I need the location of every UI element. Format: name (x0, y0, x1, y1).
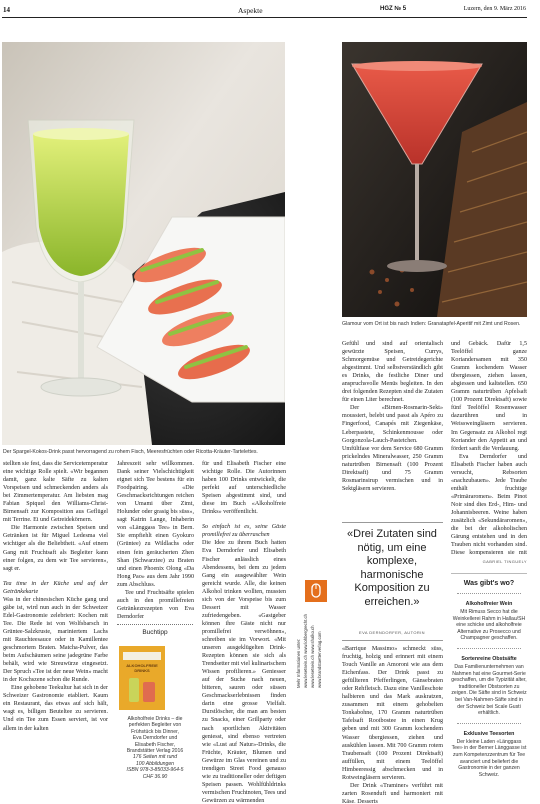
article-column-1 (3, 460, 108, 802)
header-rule (2, 17, 527, 18)
pull-quote: «Drei Zutaten sind nötig, um eine komplexe, harmonische Komposition zu erreichen.» (347, 528, 437, 608)
sidebar-entry-text: Mit Rimuss Secco hat die Weinkellerei Rahm in Hallau/SH eine schicke und alkoholfreie Alternative zu Prosecco und Champagner geschaffen. (452, 609, 526, 642)
buchtipp-line: Eva Derndorfer und (132, 735, 178, 742)
quote-rule-bottom (342, 640, 443, 641)
col5-paragraph: Eva Derndorfer und Elisabeth Fischer haben auch versucht, Rebsorten «nachzubauen». Jede Traube enthält fruchtige «Primäraromen». Beim Pinot Noir sind dies Erd-, Him- und Johannisbeeren. Weine haben zusätzlich «Sekundäraromen», die bei der alkoholischen Gärung entstehen und in den Trauben nicht vorhanden sind. Diese kompensieren sie mit (451, 453, 527, 555)
buchtipp-details (117, 716, 193, 780)
sidebar-entry-heading: Exklusive Teesorten (463, 730, 515, 737)
article-column-2 (117, 460, 194, 620)
granatapfel-aperitif-photo (342, 42, 527, 317)
col5-paragraph: und Gebäck. Dafür 1,5 Teelöffel ganze Koriandersamen mit 350 Gramm kochendem Wasser übergiessen, ziehen lassen, abgiessen und kaltstellen. 650 Gramm naturtrüben Apfelsaft (100 Prozent Direktsaft) sowie fünf Teelöffel Rosenwasser dazurühren und in Weissweingläsern servieren. Im Gegensatz zu Alkohol regt Koriander den Appetit an und fördert sanft die Verdauung. (451, 341, 527, 452)
subheading-promillefrei: So einfach ist es, seine Gäste promillefrei zu überraschen (202, 524, 286, 539)
sidebar-entry-text: Das Familienunternehmen van Nahmen hat eine Gourmet-Serie geschaffen, um die Typizität alter, traditioneller Obstsorten zu zeigen. Die Säfte sind in Schweiz bei Van-Nahmen-Säfte sind in der Schweiz bei Scale Gusti erhältlich. (451, 663, 527, 717)
article-column-4b (342, 645, 443, 803)
col1-paragraph: Was in der chinesischen Küche gang und gäbe ist, wird nun auch in der Schweizer Edel-Gastronomie zelebriert: Kochen mit Tee. Die Rede ist von Wolfsbarsch in Grüntee-Salzkruste, mariniertem Lachs mit Rauchteesauce oder in Kamillentee geschmortem Braten. Matcha-Pulver, das beim Aufschäumen seine jadegrüne Farbe behält, wird wie Streuwürze eingesetzt. Der Spruch «Tee ist der neue Wein» macht in der Kochszene schon die Runde. (3, 596, 108, 684)
sidebar-title: Was gibt's wo? (463, 580, 515, 587)
buchtipp-line: Brandstätter Verlag 2016 (126, 748, 184, 755)
article-column-5 (451, 340, 527, 555)
col1-paragraph: Die Harmonie zwischen Speisen und Getränken ist für Miguel Ledesma viel wichtiger als die Beliebtheit. «Auf einem Gang mit Fruchtsaft als Begleiter kann einer folgen, zu dem wir Tee servieren», sagt er. (3, 525, 108, 572)
article-column-4 (342, 340, 443, 520)
sidebar-entry-heading: Alkoholfreier Wein (465, 601, 513, 607)
buchtipp-line: 100 Abbildungen (135, 760, 175, 767)
pull-quote-author: EVA DERNDORFER, AUTORIN (359, 630, 425, 635)
more-info-line: www.brandstaetterverlag.com (317, 631, 322, 688)
more-info-line: Mehr Informationen unter: (296, 638, 301, 688)
col3-paragraph: Die Idee zu ihrem Buch hatten Eva Derndorfer und Elisabeth Fischer anlässlich eines Abendessens, bei dem zu jedem Gang ein ausgewählter Wein gereicht wurde. Alle, die keinen Alkohol trinken wollten, mussten sich von der Vorspeise bis zum Dessert mit Wasser zufriedengeben. «Gastgeber können ihre Gäste nicht nur promillefrei verwöhnen», schreiben sie im Vorwort. «Mit unseren ausgeklügelten Drink-Rezepten können sie sich als Trendsetter mit viel kulinarischem Wissen profilieren.» Geniesser auf der Suche nach neuen, bitteren, sauren oder süssen Geschmackserlebnissen finden darin eine grosse Vielfalt. Durstlöscher, die man am besten zu Snacks, einer Grillparty oder nach sportlichen Aktivitäten geniesst, sind ebenso vertreten wie «Lust auf Natur»-Drinks, die Früchte, Kräuter, Blumen und Gewürze im Glas vereinen und zu trendigen Street Food genauso wie zu traditioneller oder deftigen Speisen passen. Wohlfühldrinks vermischen Fruchtnoten, Tees und Gewürzen zu wärmenden (202, 540, 286, 802)
col4-paragraph: Der «Birnen-Rosmarin-Sekt» moussiert, belebt und passt als Apéro zu Fingerfood, Canapés mit Ziegenkäse, Leberpastete, Schinkenmousse oder Gorgonzola-Lauch-Pastetchen. Umfültfase vor dem Service 680 Gramm prickelndes Mineralwasser, 250 Gramm naturtrüben Birnensaft (100 Prozent Direktsaft) und 75 Gramm Rosmarinsirup vermischen und in Sektgläsern servieren. (342, 405, 443, 492)
subheading-tea-time: Tea time in der Küche und auf der Getränkekarte (3, 580, 108, 595)
buchtipp-line: ISBN 978-3-85033-964-5 (126, 767, 184, 774)
was-gibts-wo-box (451, 573, 527, 800)
buchtipp-line: CHF 36.90 (142, 773, 168, 780)
buchtipp-line: Alkoholfreie Drinks – die (127, 716, 183, 722)
issue-date: Luzern, den 9. März 2016 (463, 6, 526, 12)
article-column-3 (202, 460, 286, 802)
col2-paragraph: Jahreszeit sehr willkommen. Dank seiner Vielschichtigkeit eignet sich Tee bestens für ein Foodpairing. «Die Geschmacksrichtungen reichen von Umami über Zimt, Holunder oder grasig bis süss», sagt Katrin Lange, Inhaberin von «Länggass Tee» in Bern. Sie empfiehlt einen Gyokuro (Grüntee) zu Wildlachs oder einen fein geräucherten Zhen Shan (Schwarztee) zu Braten und einen Phoenix Olong «Da Hong Pao» aus dem Jahr 1990 zum Abschluss. (117, 461, 194, 588)
article-author: GABRIEL TINGUELY (482, 559, 527, 564)
spargel-kokos-drink-photo (2, 42, 285, 445)
col2-paragraph: Tee und Fruchtsäfte spielen auch in den promillefreien Getränkezrezepten von Eva Derndorfer (117, 589, 194, 620)
sidebar-entry-text: Der kleine Laden «Länggass Tee» in der Berner Länggasse ist zum Kompetenzzentrum für Tee avanciert und beliefert die Gastronomie in der ganzen Schweiz. (451, 738, 527, 778)
buchtipp-line: Frühstück bis Dinner, (131, 728, 179, 735)
section-title: Aspekte (238, 6, 263, 15)
buchtipp-rule (117, 624, 193, 625)
col1-paragraph: Eine gehobene Teekultur hat sich in der Schweizer Gastronomie etabliert. Kaum ein Restaurant, das etwas auf sich hält, wagt es, billigen Beuteltee zu servieren. Und ein Tee zum Essen serviert, ist vor allem in der kalten (3, 685, 108, 732)
quote-rule-top (342, 522, 443, 523)
photo2-caption: Glamour vom Ort ist bis nach Indien: Granatapfel-Aperitif mit Zimt und Rosen. (342, 321, 521, 327)
buchtipp-line: Elisabeth Fischer, (134, 741, 176, 748)
book-cover-title: ALKOHOLFREIE DRINKS (126, 663, 158, 673)
more-info-line: www.lesetsein.ch www.lohbergrecht.ch (303, 613, 308, 688)
sidebar-divider (457, 648, 521, 649)
sidebar-entry-heading: Sortenreine Obstsäfte (461, 655, 517, 662)
computer-mouse-icon (305, 580, 327, 602)
buchtipp-line: perfekten Begleiter von (128, 722, 182, 729)
more-info-line: www.lesetsein.ch www.shalko.ch (310, 625, 315, 688)
col4-paragraph: Der Drink «Traminer» verführt mit zarten Rosenduft und harmoniert mit Käse, Desserts (342, 782, 443, 803)
sidebar-divider (457, 593, 521, 594)
col4-paragraph: Gefühl und sind auf orientalisch gewürzte Speisen, Currys, Schmorgemüse und Getreidegerichte abgestimmt. Und selbstverständlich gibt es Drinks, die festliche Diner und anspruchsvolle Menüs begleiten. In den drei folgenden Rezepten sind die Zutaten für einen Liter berechnet. (342, 341, 443, 404)
book-cover (119, 646, 165, 710)
page-number: 14 (3, 6, 10, 14)
col3-paragraph: für und Elisabeth Fischer eine wichtige Rolle. Die Autorinnen haben 100 Drinks entwickelt, die perfekt auf unterschiedliche Speisen abgestimmt sind, und diese im Buch «Alkoholfreie Drinks» veröffentlicht. (202, 461, 286, 516)
buchtipp-line: 176 Seiten mit rund (132, 754, 178, 761)
buchtipp-label: Buchtipp (142, 629, 168, 636)
col1-paragraph: stellten sie fest, dass die Servicetemperatur eine wichtige Rolle spielt. «Wir begannen damit, ganz kalte Säfte zu kalten Vorspeisen und schmeckenden anders als bei Zimmertemperatur. Am liebsten mag Fabian Spiquel den Williams-Christ-Birnensaft zur Komposition aus Geflügel mit Terrine. Ei und Getreidekörnern. (3, 461, 108, 524)
paper-name: HGZ № 5 (380, 6, 407, 12)
col4-paragraph: «Barrique Massimo» schmeckt süss, fruchtig, holzig und erinnert mit einem Touch Vanille an Amoroni wie aus dem Eichenfass. Der Drink passt zu gefüllteren Pfefferlingen, Gänsebraten oder Rehfleisch. Dazu eine Vanilleschote halbieren und das Mark auskratzen, zusammen mit einem gehobelten Tonkabohne, 170 Gramm naturtrüben Tafelsaft Rooibostee in einen Krug geben und mit 300 Gramm kochendem Wasser übergiessen, ziehen und auskühlen lassen. Mit 700 Gramm rotem Traubensaft (100 Prozent Direktsaft) auffüllen, mit einem Teelöffel Himbeeressig abschmecken und in Rotweingläsern servieren. (342, 646, 443, 781)
sidebar-divider (457, 723, 521, 724)
photo1-caption: Der Spargel-Kokos-Drink passt hervorragend zu rohem Fisch, Meeresfrüchten oder Ricotta-Kräuter-Tartelettes. (3, 449, 258, 455)
